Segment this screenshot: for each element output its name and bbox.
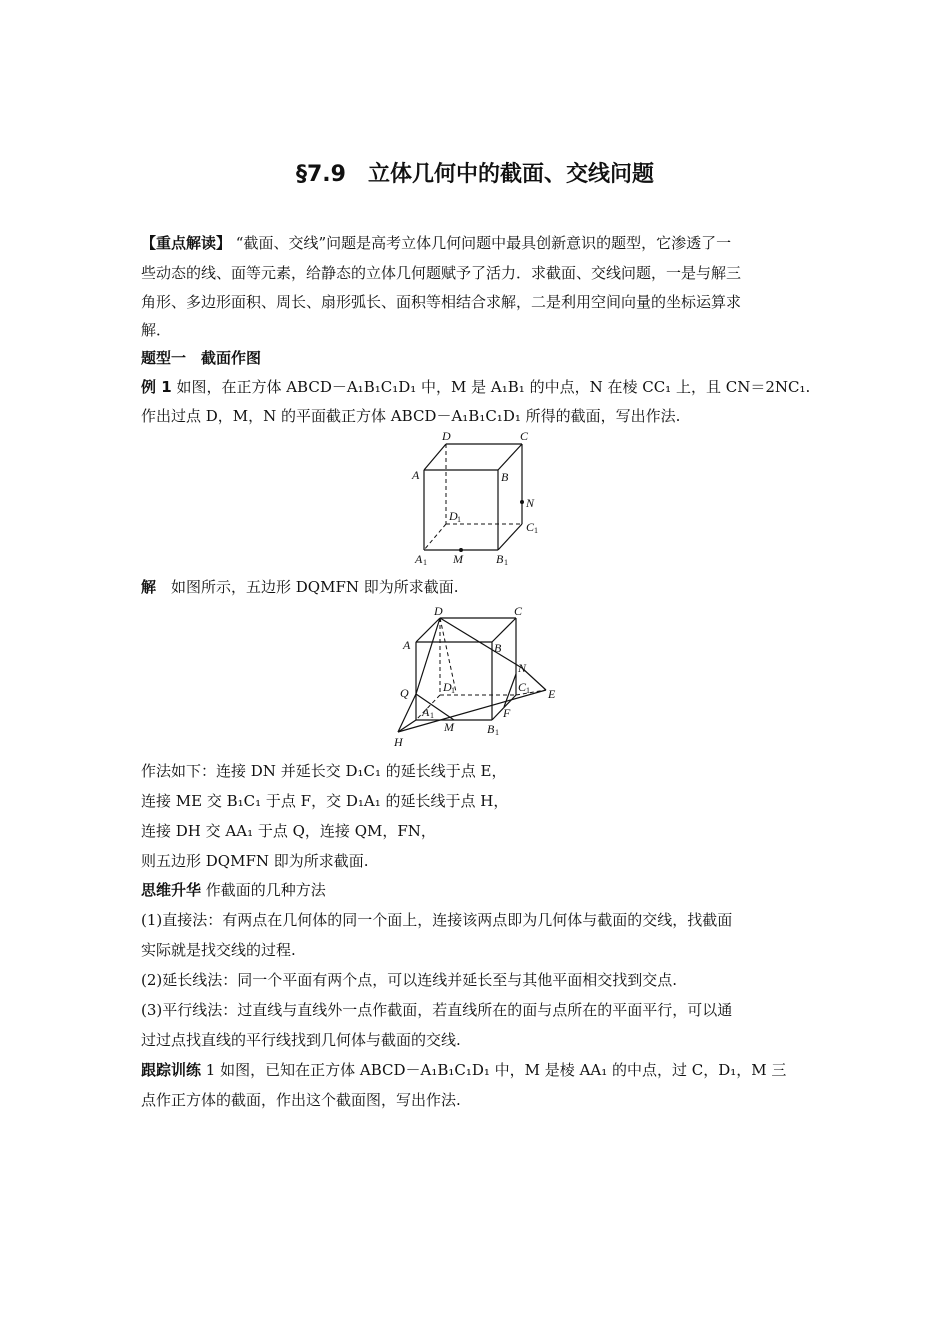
fig1-label-d1: D — [449, 509, 458, 523]
step-line-2: 连接 ME 交 B₁C₁ 于点 F，交 D₁A₁ 的延长线于点 H， — [141, 792, 509, 810]
fig2-label-b1: B — [487, 722, 495, 736]
summary-label: 思维升华 — [141, 881, 202, 899]
fig2-label-d: D — [434, 604, 443, 618]
method-3-line-2: 过过点找直线的平行线找到几何体与截面的交线. — [141, 1031, 461, 1049]
fig1-label-d: D — [442, 430, 451, 443]
practice-text-1: 1 如图，已知在正方体 ABCD－A₁B₁C₁D₁ 中，M 是棱 AA₁ 的中点，过 C，D₁，M 三 — [201, 1061, 787, 1079]
step-line-1: 作法如下：连接 DN 并延长交 D₁C₁ 的延长线于点 E， — [141, 762, 507, 780]
intro-line-4: 解． — [141, 321, 172, 339]
intro-line-3: 角形、多边形面积、周长、扇形弧长、面积等相结合求解，二是利用空间向量的坐标运算求 — [141, 293, 742, 311]
fig2-label-q: Q — [400, 686, 409, 700]
step-line-3: 连接 DH 交 AA₁ 于点 Q，连接 QM，FN， — [141, 822, 436, 840]
cube-figure-2 — [388, 602, 568, 752]
fig1-label-b1: B — [496, 552, 504, 566]
intro-text-1: “截面、交线”问题是高考立体几何问题中最具创新意识的题型，它渗透了一 — [231, 234, 732, 252]
fig2-label-b: B — [494, 641, 502, 655]
fig2-sub-c1: 1 — [526, 686, 530, 695]
method-3-line-1: (3)平行线法：过直线与直线外一点作截面，若直线所在的面与点所在的平面平行，可以通 — [141, 1001, 733, 1019]
fig1-sub-b1: 1 — [504, 558, 508, 567]
section-heading: 题型一 截面作图 — [141, 349, 262, 367]
fig2-sub-a1: 1 — [430, 711, 434, 720]
fig2-label-f: F — [503, 706, 511, 720]
fig2-label-d1: D — [443, 680, 452, 694]
fig1-label-a1: A — [415, 552, 423, 566]
example-line-1 — [141, 377, 817, 397]
fig1-label-a: A — [412, 468, 420, 482]
fig2-label-h: H — [394, 735, 403, 749]
intro-tag: 【重点解读】 — [141, 234, 232, 252]
fig2-label-n: N — [518, 661, 527, 675]
fig1-sub-c1: 1 — [534, 526, 538, 535]
practice-label: 跟踪训练 — [141, 1061, 202, 1079]
summary-title: 作截面的几种方法 — [201, 881, 326, 899]
fig2-sub-d1: 1 — [451, 686, 455, 695]
fig1-sub-a1: 1 — [423, 558, 427, 567]
fig1-label-b: B — [501, 470, 509, 484]
fig1-sub-d1: 1 — [457, 515, 461, 524]
fig2-label-c1: C — [518, 680, 527, 694]
method-1-line-1: (1)直接法：有两点在几何体的同一个面上，连接该两点即为几何体与截面的交线，找截面 — [141, 911, 733, 929]
fig2-sub-b1: 1 — [495, 728, 499, 737]
fig1-label-n: N — [526, 496, 535, 510]
method-1-line-2: 实际就是找交线的过程. — [141, 941, 296, 959]
fig1-label-m: M — [453, 552, 463, 566]
summary-heading — [141, 880, 817, 900]
practice-line-1 — [141, 1060, 817, 1080]
method-2-line: (2)延长线法：同一个平面有两个点，可以连线并延长至与其他平面相交找到交点. — [141, 971, 678, 989]
step-line-4: 则五边形 DQMFN 即为所求截面. — [141, 852, 369, 870]
practice-line-2: 点作正方体的截面，作出这个截面图，写出作法. — [141, 1091, 461, 1109]
example-text-1: 如图，在正方体 ABCD－A₁B₁C₁D₁ 中，M 是 A₁B₁ 的中点，N 在棱 CC₁ 上，且 CN＝2NC₁. — [171, 378, 811, 396]
solution-label: 解 — [141, 578, 157, 596]
solution-line — [141, 577, 817, 597]
intro-line-1 — [141, 233, 817, 253]
fig2-label-m: M — [444, 720, 454, 734]
fig2-label-a: A — [403, 638, 411, 652]
example-line-2: 作出过点 D，M，N 的平面截正方体 ABCD－A₁B₁C₁D₁ 所得的截面，写出作法. — [141, 407, 681, 425]
intro-line-2: 些动态的线、面等元素，给静态的立体几何题赋予了活力．求截面、交线问题，一是与解三 — [141, 264, 742, 282]
fig1-label-c1: C — [526, 520, 535, 534]
example-label: 例 1 — [141, 378, 172, 396]
cube-figure-1 — [400, 430, 560, 570]
page-title: §7.9 立体几何中的截面、交线问题 — [296, 162, 654, 187]
solution-text: 如图所示，五边形 DQMFN 即为所求截面. — [156, 578, 459, 596]
fig2-label-c: C — [514, 604, 523, 618]
fig1-label-c: C — [520, 430, 529, 443]
fig2-label-a1: A — [422, 705, 430, 719]
fig2-label-e: E — [548, 687, 556, 701]
